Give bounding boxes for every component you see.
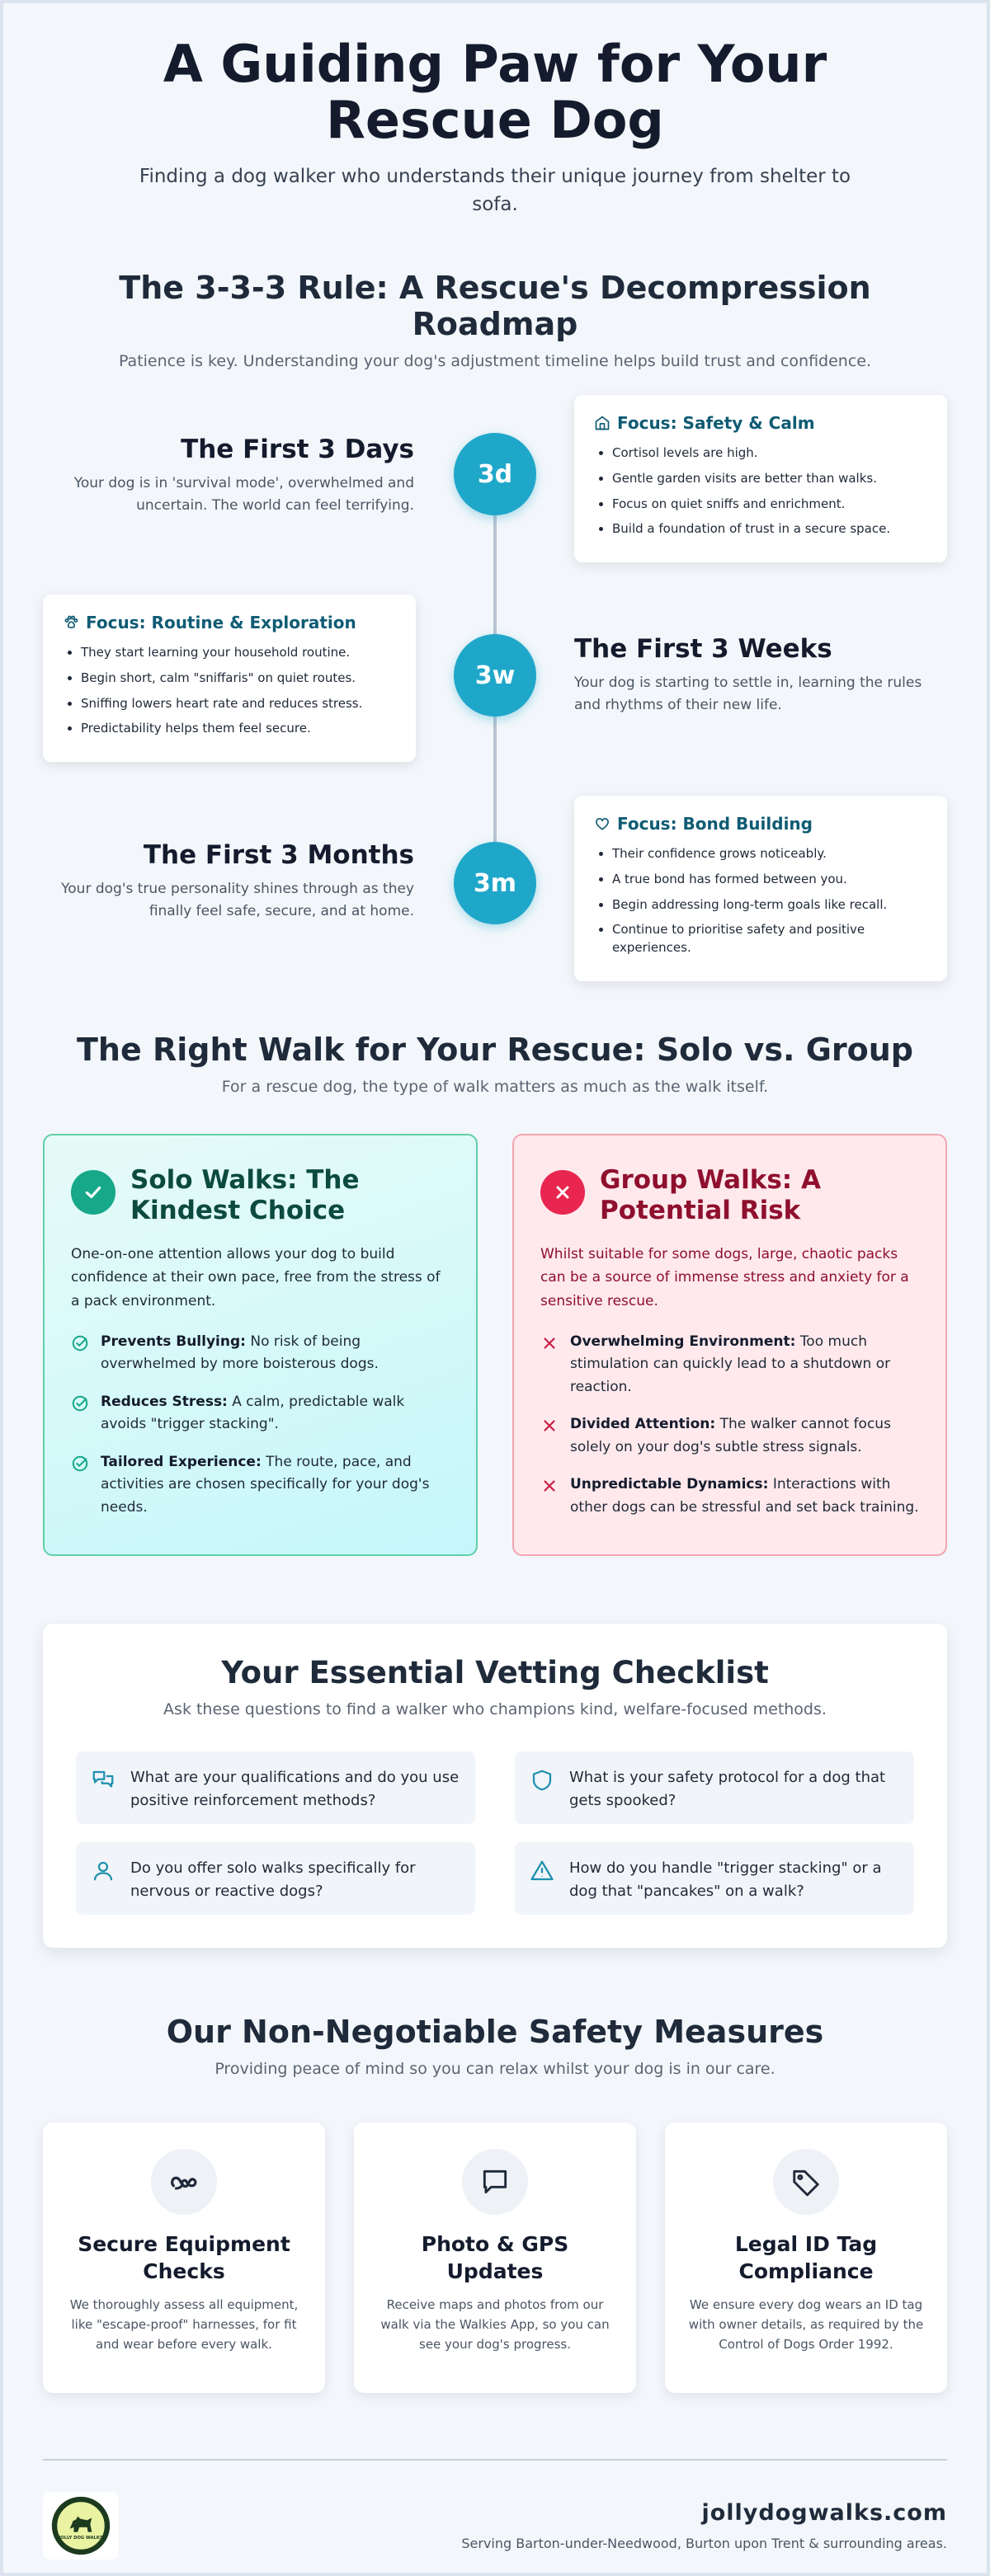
checklist-question: What are your qualifications and do you use positive reinforcement methods? (76, 1751, 475, 1824)
safety-grid (43, 2122, 947, 2393)
safety-card (43, 2122, 325, 2393)
stage-title: The First 3 Months (143, 840, 414, 871)
safety-section (43, 2014, 947, 2393)
company-logo (43, 2492, 119, 2560)
focus-point: • A true bond has formed between you. (612, 871, 927, 889)
focus-point: • Begin addressing long-term goals like recall. (612, 896, 927, 914)
question-grid (76, 1751, 914, 1915)
safety-card-text: Receive maps and photos from our walk via the Walkies App, so you can see your dog's progress. (380, 2297, 610, 2353)
focus-point: • Gentle garden visits are better than walks. (612, 470, 927, 488)
walk-point: Divided Attention: The walker cannot focus solely on your dog's subtle stress signals. (540, 1413, 919, 1459)
focus-list (594, 845, 927, 957)
x-icon (540, 1334, 559, 1352)
stage-months-text (43, 840, 414, 923)
paw-icon (63, 614, 79, 631)
safety-card-title: Photo & GPS Updates (421, 2232, 569, 2283)
check-circle-icon (71, 1170, 116, 1215)
focus-card-safety (574, 395, 947, 562)
focus-point: • They start learning your household routine. (81, 644, 396, 662)
x-icon (540, 1417, 559, 1435)
group-walks-card (512, 1134, 947, 1556)
hero (43, 0, 947, 219)
timeline (43, 395, 947, 989)
walk-card-title: Group Walks: A Potential Risk (600, 1165, 821, 1226)
walk-card-header (540, 1165, 919, 1226)
website-link[interactable]: jollydogwalks.com (701, 2500, 947, 2527)
tag-icon (773, 2149, 839, 2215)
walk-card-header (71, 1165, 450, 1226)
walk-points (71, 1331, 450, 1520)
checklist-question: What is your safety protocol for a dog that gets spooked? (515, 1751, 914, 1824)
checklist-question: How do you handle "trigger stacking" or a dog that "pancakes" on a walk? (515, 1842, 914, 1915)
focus-list (594, 444, 927, 538)
checklist-title: Your Essential Vetting Checklist (221, 1655, 769, 1691)
focus-point: • Build a foundation of trust in a secure space. (612, 520, 927, 538)
shield-icon (530, 1768, 554, 1793)
stage-badge-3m: 3m (454, 842, 536, 924)
walk-point: Overwhelming Environment: Too much stimulation can quickly lead to a shutdown or reaction. (540, 1331, 919, 1399)
rule-title: The 3-3-3 Rule: A Rescue's Decompression Roadmap (119, 270, 871, 343)
rule-subtitle: Patience is key. Understanding your dog's adjustment timeline helps build trust and confidence. (118, 352, 872, 371)
check-icon (71, 1394, 89, 1413)
stage-description: Your dog's true personality shines through as they finally feel safe, secure, and at home. (61, 881, 414, 920)
walk-point: Unpredictable Dynamics: Interactions with other dogs can be stressful and set back training. (540, 1474, 919, 1519)
footer-info (461, 2500, 947, 2551)
checklist-subtitle: Ask these questions to find a walker who champions kind, welfare-focused methods. (163, 1700, 827, 1719)
safety-card (665, 2122, 947, 2393)
stage-title: The First 3 Days (181, 435, 414, 465)
user-icon (91, 1859, 116, 1883)
focus-list (63, 644, 396, 738)
focus-card-routine (43, 595, 416, 762)
page-subtitle: Finding a dog walker who understands their unique journey from shelter to sofa. (139, 166, 851, 215)
check-icon (71, 1455, 89, 1473)
walk-points (540, 1331, 919, 1520)
vetting-checklist (43, 1624, 947, 1948)
message-icon (462, 2149, 528, 2215)
focus-point: • Cortisol levels are high. (612, 444, 927, 463)
svg-text:JOLLY DOG WALKS: JOLLY DOG WALKS (59, 2536, 103, 2541)
focus-point: • Predictability helps them feel secure. (81, 720, 396, 738)
safety-card-text: We ensure every dog wears an ID tag with owner details, as required by the Control of Dogs Order 1992. (688, 2297, 924, 2353)
page-content (43, 0, 947, 2560)
stage-description: Your dog is in 'survival mode', overwhelmed and uncertain. The world can feel terrifying. (73, 475, 414, 515)
focus-point: • Begin short, calm "sniffaris" on quiet routes. (81, 670, 396, 688)
heart-icon (594, 816, 610, 832)
safety-subtitle: Providing peace of mind so you can relax whilst your dog is in our care. (214, 2060, 776, 2079)
focus-title: Focus: Routine & Exploration (63, 613, 396, 632)
safety-card (354, 2122, 636, 2393)
focus-point: • Sniffing lowers heart rate and reduces stress. (81, 695, 396, 713)
footer (43, 2459, 947, 2560)
stage-weeks-text (574, 634, 945, 717)
walks-subtitle: For a rescue dog, the type of walk matters as much as the walk itself. (221, 1078, 769, 1097)
service-area: Serving Barton-under-Needwood, Burton upon Trent & surrounding areas. (461, 2536, 947, 2552)
walks-section (43, 1032, 947, 1556)
focus-point: • Focus on quiet sniffs and enrichment. (612, 496, 927, 514)
focus-point: • Continue to prioritise safety and positive experiences. (612, 921, 927, 957)
chat-bubbles-icon (91, 1768, 116, 1793)
focus-card-bond (574, 796, 947, 981)
focus-title: Focus: Safety & Calm (594, 413, 927, 433)
page-title: A Guiding Paw for Your Rescue Dog (163, 34, 827, 151)
home-icon (594, 415, 610, 431)
x-circle-icon (540, 1170, 585, 1215)
solo-walks-card (43, 1134, 478, 1556)
check-icon (71, 1334, 89, 1352)
focus-title: Focus: Bond Building (594, 814, 927, 834)
walk-point: Tailored Experience: The route, pace, and activities are chosen specifically for your dog's needs. (71, 1451, 450, 1520)
safety-card-title: Legal ID Tag Compliance (734, 2232, 878, 2283)
safety-card-title: Secure Equipment Checks (78, 2232, 290, 2283)
harness-icon (151, 2149, 217, 2215)
stage-badge-3d: 3d (454, 433, 536, 515)
stage-badge-3w: 3w (454, 634, 536, 717)
walk-point: Prevents Bullying: No risk of being overwhelmed by more boisterous dogs. (71, 1331, 450, 1376)
x-icon (540, 1477, 559, 1495)
walk-card-intro: One-on-one attention allows your dog to build confidence at their own pace, free from the stress of a pack environment. (71, 1246, 441, 1309)
walk-card-intro: Whilst suitable for some dogs, large, chaotic packs can be a source of immense stress and anxiety for a sensitive rescue. (540, 1246, 909, 1309)
walk-point: Reduces Stress: A calm, predictable walk avoids "trigger stacking". (71, 1391, 450, 1436)
warning-triangle-icon (530, 1859, 554, 1883)
walks-title: The Right Walk for Your Rescue: Solo vs. Group (76, 1032, 913, 1069)
safety-title: Our Non-Negotiable Safety Measures (166, 2014, 824, 2051)
rule-section (43, 270, 947, 989)
focus-point: • Their confidence grows noticeably. (612, 845, 927, 863)
walk-comparison (43, 1134, 947, 1556)
checklist-question: Do you offer solo walks specifically for nervous or reactive dogs? (76, 1842, 475, 1915)
stage-description: Your dog is starting to settle in, learning the rules and rhythms of their new life. (574, 675, 922, 714)
walk-card-title: Solo Walks: The Kindest Choice (130, 1165, 360, 1226)
safety-card-text: We thoroughly assess all equipment, like "escape-proof" harnesses, for fit and wear before every walk. (69, 2297, 299, 2353)
stage-days-text (43, 435, 414, 517)
stage-title: The First 3 Weeks (574, 634, 832, 665)
